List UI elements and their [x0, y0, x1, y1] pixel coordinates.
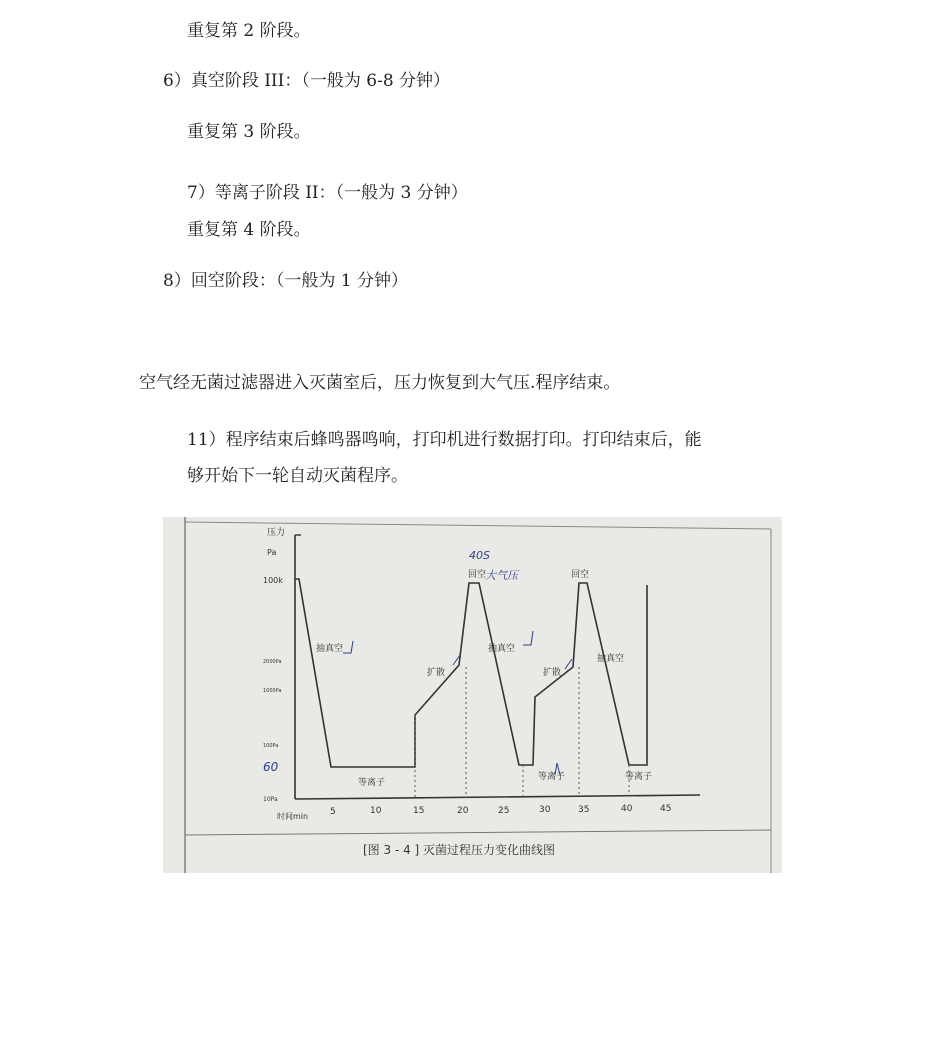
y-tick-100k: 100k	[263, 576, 283, 585]
label-plasma-1: 等离子	[358, 778, 386, 788]
text-repeat-stage-3: 重复第 3 阶段。	[187, 122, 311, 142]
text-repeat-stage-4: 重复第 4 阶段。	[187, 220, 311, 240]
x-tick-40: 40	[621, 804, 633, 814]
pen-tick-5	[565, 659, 572, 669]
label-diffuse-2: 扩散	[543, 668, 562, 678]
y-tick-1000: 1000Pa	[263, 688, 282, 694]
pressure-curve	[295, 579, 647, 767]
label-vacuum-1: 抽真空	[316, 644, 344, 654]
pen-tick-3	[523, 631, 533, 645]
caption-divider	[185, 830, 771, 835]
x-tick-20: 20	[457, 806, 469, 816]
x-axis-title: 时间min	[277, 812, 309, 821]
text-air-return: 空气经无菌过滤器进入灭菌室后，压力恢复到大气压.程序结束。	[139, 373, 621, 393]
x-tick-25: 25	[498, 806, 510, 816]
handwriting-40s: 40S	[469, 549, 490, 562]
label-plasma-3: 等离子	[625, 772, 653, 782]
y-tick-100: 100Pa	[263, 743, 279, 749]
x-tick-30: 30	[539, 805, 551, 815]
text-program-end: 11）程序结束后蜂鸣器鸣响，打印机进行数据打印。打印结束后，能	[187, 430, 702, 450]
label-vent-1: 回空	[468, 570, 487, 580]
y-axis-title: 压力	[267, 528, 286, 538]
x-tick-45: 45	[660, 804, 672, 814]
label-vent-2: 回空	[571, 570, 590, 580]
label-plasma-2: 等离子	[538, 772, 566, 782]
label-vacuum-3: 抽真空	[597, 654, 625, 664]
figure-caption: [图 3 - 4 ] 灭菌过程压力变化曲线图	[363, 843, 556, 857]
x-tick-15: 15	[413, 806, 425, 816]
text-vent-stage: 8）回空阶段：（一般为 1 分钟）	[163, 271, 408, 291]
text-program-restart: 够开始下一轮自动灭菌程序。	[187, 466, 408, 486]
text-plasma-stage-2: 7）等离子阶段 II：（一般为 3 分钟）	[187, 183, 468, 203]
handwriting-atmosphere: 大气压	[485, 569, 518, 582]
x-tick-10: 10	[370, 806, 382, 816]
label-vacuum-2: 抽真空	[488, 644, 516, 654]
y-tick-2000: 2000Pa	[263, 659, 282, 665]
x-tick-35: 35	[578, 805, 590, 815]
y-axis-unit: Pa	[267, 548, 277, 557]
x-tick-5: 5	[330, 807, 336, 817]
y-tick-10: 10Pa	[263, 796, 278, 803]
pen-tick-1	[343, 641, 353, 653]
x-axis	[295, 795, 700, 799]
text-vacuum-stage-3: 6）真空阶段 III：（一般为 6-8 分钟）	[163, 71, 451, 91]
label-diffuse-1: 扩散	[427, 668, 446, 678]
handwriting-60: 60	[263, 760, 279, 774]
pressure-curve-figure	[163, 517, 782, 873]
figure-photo	[163, 517, 782, 873]
text-repeat-stage-2: 重复第 2 阶段。	[187, 21, 311, 41]
